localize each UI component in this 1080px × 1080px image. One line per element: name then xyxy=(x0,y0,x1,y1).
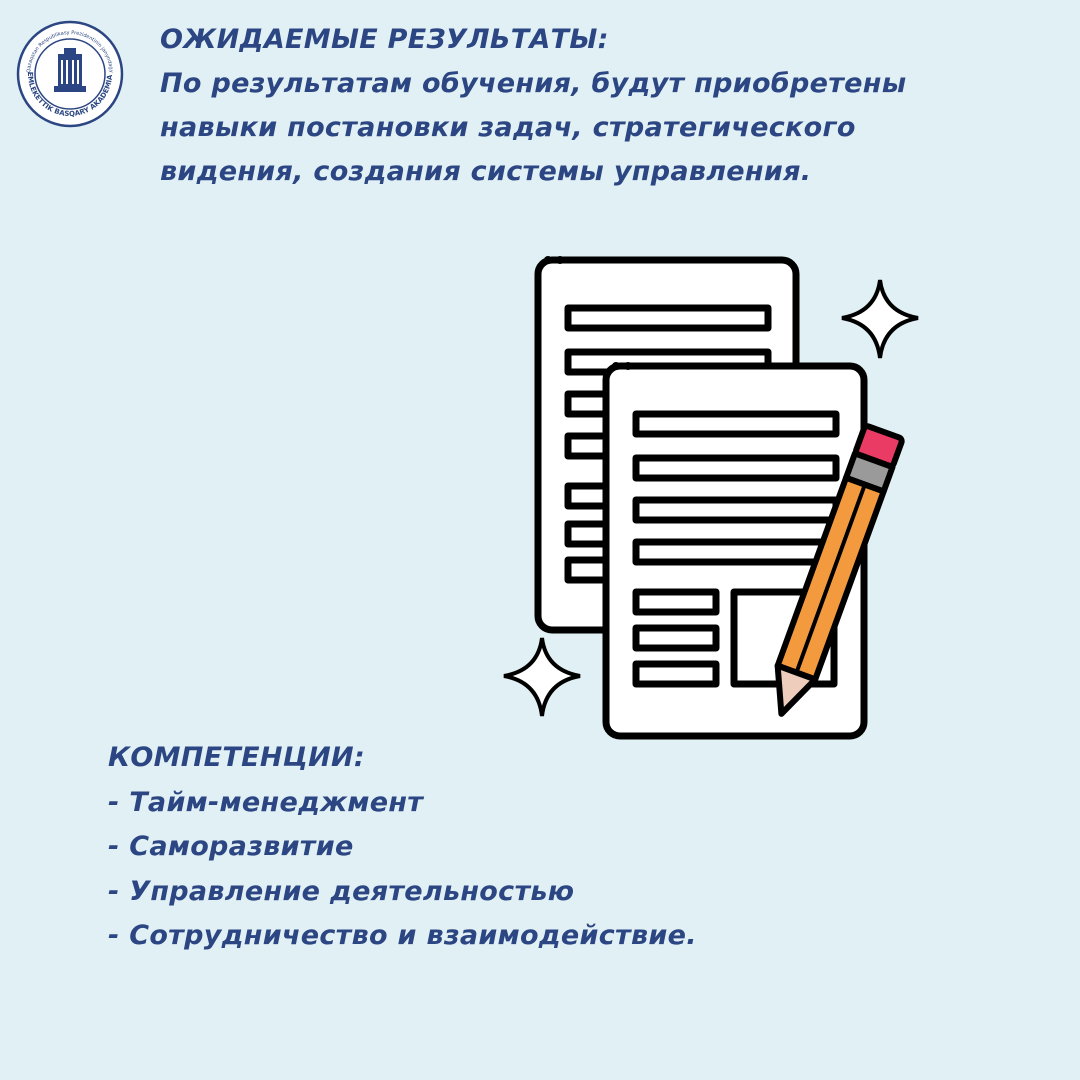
competency-item: - Тайм-менеджмент xyxy=(108,786,424,818)
seal-logo-icon xyxy=(16,20,124,128)
expected-results-line: По результатам обучения, будут приобретены xyxy=(160,68,907,99)
competencies-title: КОМПЕТЕНЦИИ: xyxy=(108,742,366,773)
expected-results-line: видения, создания системы управления. xyxy=(160,156,812,187)
logo-ring-text: EMLEKETTIK BASQARY AKADEMIA xyxy=(25,71,115,119)
competency-item: - Управление деятельностью xyxy=(108,875,575,907)
documents-icon xyxy=(500,250,940,750)
expected-results-title: ОЖИДАЕМЫЕ РЕЗУЛЬТАТЫ: xyxy=(160,24,609,55)
expected-results-line: навыки постановки задач, стратегического xyxy=(160,112,856,143)
competencies-block xyxy=(108,736,1008,959)
competency-item: - Саморазвитие xyxy=(108,831,354,862)
expected-results-block xyxy=(160,18,1060,194)
logo-inner-text: Qazaqstan Respublikasy Prezidentinin janyndagy xyxy=(25,29,115,73)
documents-illustration xyxy=(500,250,940,750)
competency-item: - Сотрудничество и взаимодействие. xyxy=(108,920,697,951)
academy-logo xyxy=(16,20,124,128)
